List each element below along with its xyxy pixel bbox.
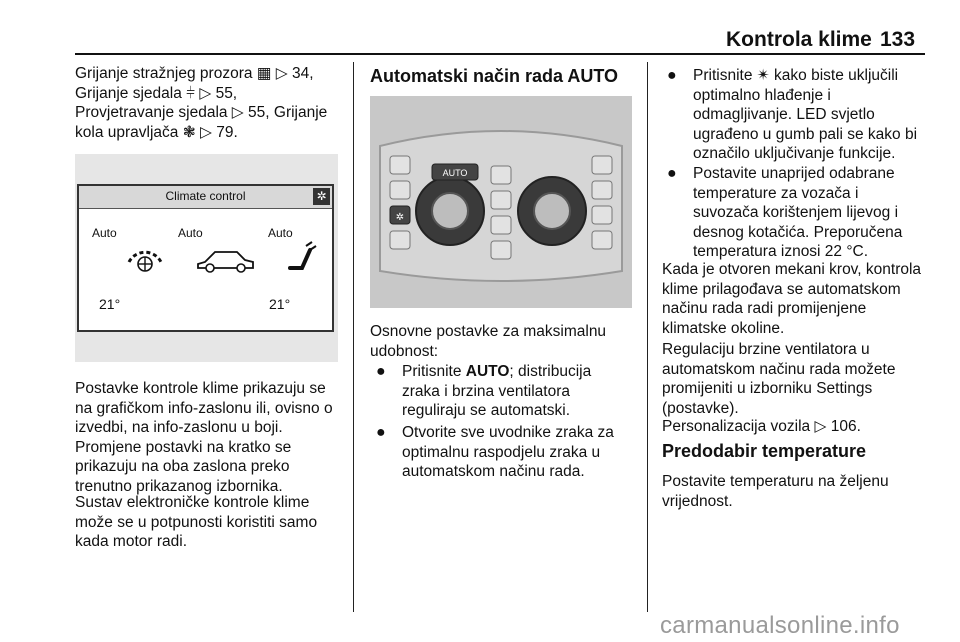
bullet-dot: ● <box>376 424 386 441</box>
personalization-reference: Personalizacija vozila ▷ 106. <box>662 418 861 435</box>
temperature-right: 21° <box>269 296 291 312</box>
text-line: klime prilagođava se automatskom <box>662 280 901 298</box>
bullet-text <box>693 164 951 262</box>
svg-text:✲: ✲ <box>395 212 405 223</box>
car-air-distribution-icon <box>195 244 257 274</box>
display-description-paragraph <box>75 379 355 496</box>
fan-speed-icon <box>119 236 171 276</box>
page-header-title: Kontrola klime <box>726 28 872 51</box>
bullet-bold-auto: AUTO <box>465 363 510 380</box>
text-line: Regulaciju brzine ventilatora u <box>662 341 870 358</box>
auto-label-seat: Auto <box>268 226 293 240</box>
bullet-dot: ● <box>667 67 677 84</box>
set-temperature-paragraph <box>662 472 952 511</box>
intro-line: Grijanje sjedala ⫩ ▷ 55, <box>75 84 238 102</box>
text-line: ugrađeno u gumb pali se kako bi <box>693 125 918 143</box>
text-line: odmagljivanje. LED svjetlo <box>693 106 875 123</box>
climate-control-display-figure <box>75 154 338 362</box>
text-line: Promjene postavki na kratko se <box>75 438 292 456</box>
text-line: Postavite unaprijed odabrane <box>693 165 895 182</box>
text-line: temperatura iznosi 22 °C. <box>693 243 869 260</box>
soft-top-paragraph <box>662 260 952 338</box>
climate-control-panel-photo <box>370 96 632 308</box>
auto-label-fan: Auto <box>92 226 117 240</box>
bullet-text <box>402 423 638 482</box>
control-panel-illustration <box>370 96 632 308</box>
screen-title-bar <box>79 186 332 209</box>
bullet-first-line <box>402 362 638 382</box>
text-line: prikazuju na oba zaslona preko <box>75 458 290 475</box>
auto-button-label: AUTO <box>442 168 468 178</box>
screen-title: Climate control <box>165 189 246 203</box>
text-line: Pritisnite ✴ kako biste uključili <box>693 67 899 84</box>
climate-display-screen <box>77 184 334 332</box>
text-line: optimalnu raspodjelu zraka u <box>402 443 601 461</box>
text-line: može se u potpunosti koristiti samo <box>75 513 318 531</box>
text-line: izvedbi, na info-zaslonu u boji. <box>75 419 283 436</box>
column-divider-right <box>647 62 648 612</box>
text-line: reguliraju se automatski. <box>402 402 570 419</box>
page-number: 133 <box>880 28 916 51</box>
text-line: trenutno prikazanog izbornika. <box>75 477 283 495</box>
text-line: (postavke). <box>662 399 739 417</box>
text-line: načinu rada radi promijenjene <box>662 300 867 317</box>
text-line: automatskom načinu rada. <box>402 463 585 480</box>
intro-line: Provjetravanje sjedala ▷ 55, Grijanje <box>75 104 328 121</box>
bullet-rest: ; distribucija <box>509 363 592 380</box>
text-line: automatskom načinu rada možete <box>662 360 896 378</box>
seat-air-icon <box>284 240 318 274</box>
intro-line: Grijanje stražnjeg prozora ▦ ▷ 34, <box>75 65 314 82</box>
text-line: označilo uključivanje funkcije. <box>693 145 896 162</box>
text-line: Kada je otvoren mekani krov, kontrola <box>662 261 922 278</box>
text-line: temperature za vozača i <box>693 184 859 202</box>
temperature-left: 21° <box>99 296 121 312</box>
text-line: Otvorite sve uvodnike zraka za <box>402 424 614 441</box>
bullet-dot: ● <box>376 363 386 380</box>
fan-speed-paragraph <box>662 340 952 418</box>
text-line: optimalno hlađenje i <box>693 86 831 104</box>
text-line: promijeniti u izborniku Settings <box>662 380 873 397</box>
text-line: desnog kotačića. Preporučena <box>693 223 903 241</box>
bullet-prefix: Pritisnite <box>402 363 466 380</box>
settings-gear-icon: ✲ <box>313 188 330 205</box>
bullet-text <box>402 362 638 421</box>
text-line: udobnost: <box>370 342 439 360</box>
auto-label-distribution: Auto <box>178 226 203 240</box>
text-line: Sustav elektroničke kontrole klime <box>75 494 310 511</box>
text-line: Postavite temperaturu na željenu <box>662 473 889 490</box>
header-rule <box>75 53 925 55</box>
text-line: klimatske okoline. <box>662 319 785 337</box>
engine-running-paragraph <box>75 493 345 552</box>
basic-settings-intro <box>370 322 640 361</box>
text-line: suvozača korištenjem lijevog i <box>693 204 899 221</box>
text-line: Postavke kontrole klime prikazuju se <box>75 380 326 397</box>
text-line: vrijednost. <box>662 492 733 510</box>
section-heading-auto-mode: Automatski način rada AUTO <box>370 66 619 86</box>
bullet-dot: ● <box>667 165 677 182</box>
intro-references <box>75 64 345 142</box>
section-heading-preset-temperature: Predodabir temperature <box>662 441 867 461</box>
intro-line: kola upravljača ❃ ▷ 79. <box>75 123 238 141</box>
column-divider-left <box>353 62 354 612</box>
text-line: na grafičkom info-zaslonu ili, ovisno o <box>75 399 333 417</box>
footer-watermark: carmanualsonline.info <box>660 612 900 639</box>
text-line: zraka i brzina ventilatora <box>402 382 570 400</box>
text-line: Osnovne postavke za maksimalnu <box>370 323 607 340</box>
bullet-text <box>693 66 951 164</box>
text-line: kada motor radi. <box>75 533 187 550</box>
